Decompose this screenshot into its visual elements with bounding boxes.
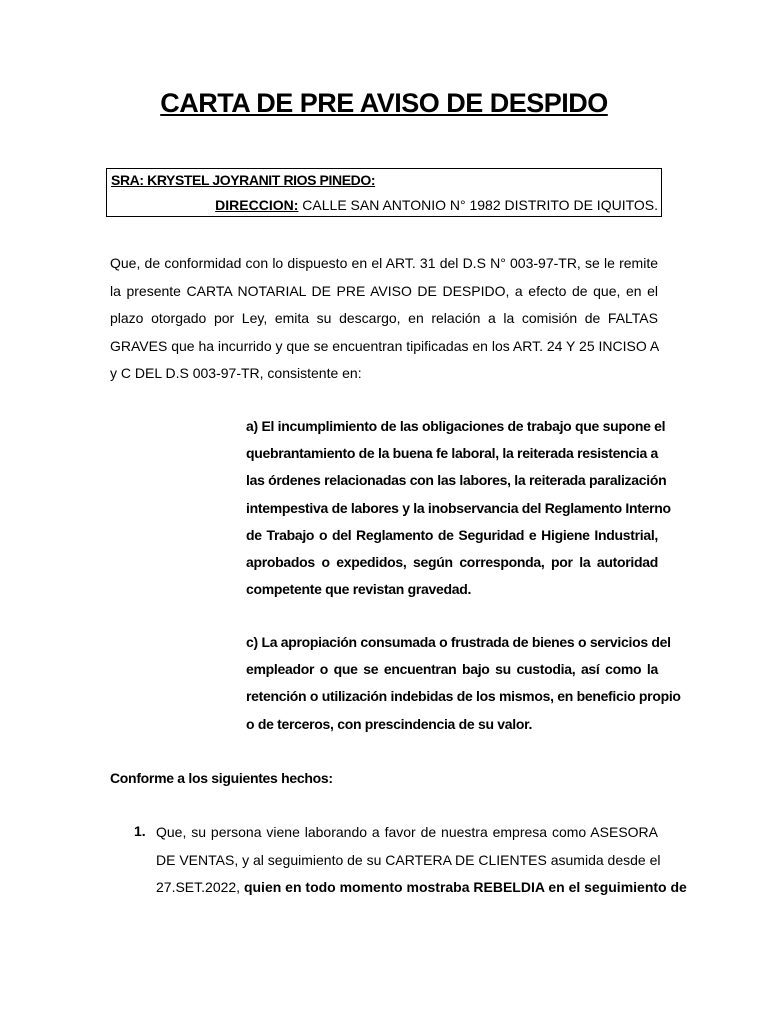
cause-a-line: quebrantamiento de la buena fe laboral, la reiterada resistencia a	[246, 445, 659, 462]
fact-1-paragraph	[156, 819, 687, 902]
cause-a-line: competente que revistan gravedad.	[246, 581, 472, 598]
cause-a-line: a) El incumplimiento de las obligaciones de trabajo que supone el	[246, 418, 666, 434]
document-title: CARTA DE PRE AVISO DE DESPIDO	[160, 88, 608, 118]
intro-line: y C DEL D.S 003-97-TR, consistente en:	[110, 365, 362, 381]
cause-a-paragraph	[246, 413, 671, 603]
cause-a-line: intempestiva de labores y la inobservancia del Reglamento Interno	[246, 499, 671, 516]
cause-c-line: empleador o que se encuentran bajo su custodia, así como la	[246, 661, 658, 678]
addressee-box	[106, 168, 662, 217]
fact-emphasis: quien en todo momento mostraba REBELDIA en el seguimiento de	[243, 879, 687, 895]
fact-date: 27.SET.2022,	[156, 879, 244, 895]
cause-a-line: de Trabajo o del Reglamento de Seguridad e Higiene Industrial,	[246, 526, 658, 543]
address-label: DIRECCION:	[215, 197, 299, 213]
intro-paragraph	[110, 250, 658, 388]
fact-line: Que, su persona viene laborando a favor de nuestra empresa como ASESORA	[156, 824, 658, 840]
intro-line: la presente CARTA NOTARIAL DE PRE AVISO DE DESPIDO, a efecto de que, en el	[110, 282, 658, 299]
fact-line: DE VENTAS, y al seguimiento de su CARTERA DE CLIENTES asumida desde el	[156, 851, 661, 868]
intro-line: plazo otorgado por Ley, emita su descargo, en relación a la comisión de FALTAS	[110, 310, 658, 326]
intro-line: Que, de conformidad con lo dispuesto en el ART. 31 del D.S N° 003-97-TR, se le remite	[110, 255, 658, 271]
cause-a-line: las órdenes relacionadas con las labores, la reiterada paralización	[246, 472, 667, 489]
fact-line	[156, 874, 687, 902]
fact-number: 1.	[134, 823, 146, 839]
cause-c-line: o de terceros, con prescindencia de su valor.	[246, 715, 533, 732]
cause-c-paragraph	[246, 629, 681, 738]
addressee-name: SRA: KRYSTEL JOYRANIT RIOS PINEDO:	[111, 172, 376, 188]
address-value: CALLE SAN ANTONIO N° 1982 DISTRITO DE IQUITOS.	[298, 197, 658, 213]
cause-c-line: c) La apropiación consumada o frustrada de bienes o servicios del	[246, 634, 671, 650]
cause-a-line: aprobados o expedidos, según corresponda, por la autoridad	[246, 554, 658, 571]
facts-heading: Conforme a los siguientes hechos:	[110, 770, 333, 786]
intro-line: GRAVES que ha incurrido y que se encuentran tipificadas en los ART. 24 Y 25 INCISO A	[110, 337, 660, 354]
cause-c-line: retención o utilización indebidas de los mismos, en beneficio propio	[246, 688, 681, 705]
address-line	[215, 197, 658, 213]
